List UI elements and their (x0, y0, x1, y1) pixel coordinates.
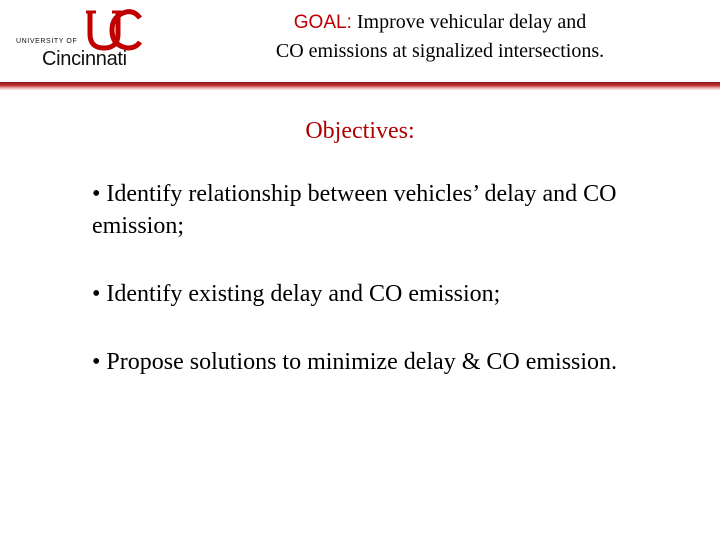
objectives-heading: Objectives: (305, 118, 415, 144)
objectives-list (92, 178, 692, 414)
uc-logo-mark-icon (84, 8, 144, 52)
goal-text-line2: CO emissions at signalized intersections. (275, 40, 605, 62)
logo-name: Cincinnati (42, 48, 127, 70)
university-logo (14, 8, 144, 70)
logo-university-line: UNIVERSITY OF (16, 38, 78, 45)
goal-text-line1: Improve vehicular delay and (356, 11, 587, 33)
header-divider (0, 82, 720, 90)
goal-header (200, 8, 680, 65)
list-item: • Identify existing delay and CO emission; (92, 281, 501, 307)
list-item: • Propose solutions to minimize delay & CO emission. (92, 349, 618, 375)
goal-label: GOAL: (293, 12, 352, 33)
list-item: • Identify relationship between vehicles’ delay and CO emission; (92, 181, 617, 239)
